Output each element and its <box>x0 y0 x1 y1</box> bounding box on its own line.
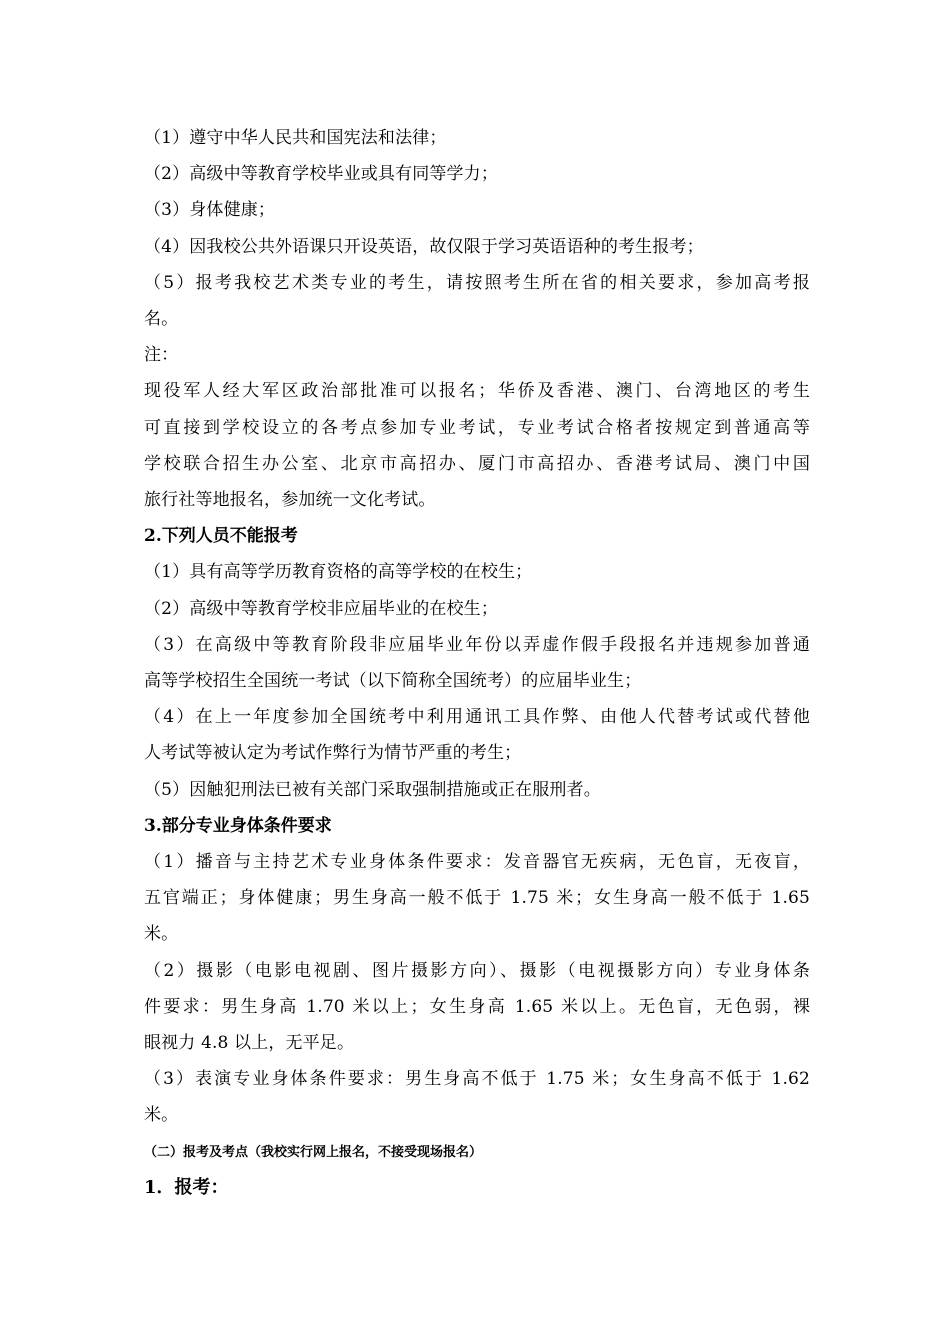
condition-1: （1）遵守中华人民共和国宪法和法律； <box>144 128 447 148</box>
note-line-2: 可直接到学校设立的各考点参加专业考试，专业考试合格者按规定到普通高等 <box>144 417 810 438</box>
note-line-4: 旅行社等地报名，参加统一文化考试。 <box>144 490 436 511</box>
physical-2-line-3: 眼视力 4.8 以上，无平足。 <box>144 1033 355 1054</box>
condition-3: （3）身体健康； <box>144 200 276 221</box>
ineligible-3-line-1: （3）在高级中等教育阶段非应届毕业年份以弄虚作假手段报名并违规参加普通 <box>144 634 810 655</box>
physical-2-line-1: （2）摄影（电影电视剧、图片摄影方向）、摄影（电视摄影方向）专业身体条 <box>144 960 810 981</box>
physical-3-line-2: 米。 <box>144 1105 179 1126</box>
note-line-1: 现役军人经大军区政治部批准可以报名；华侨及香港、澳门、台湾地区的考生 <box>144 381 810 402</box>
condition-5-line-2: 名。 <box>144 309 179 330</box>
section-heading-physical: 3.部分专业身体条件要求 <box>144 815 332 836</box>
condition-2: （2）高级中等教育学校毕业或具有同等学力； <box>144 164 498 185</box>
ineligible-4-line-1: （4）在上一年度参加全国统考中利用通讯工具作弊、由他人代替考试或代替他 <box>144 707 810 728</box>
condition-4: （4）因我校公共外语课只开设英语，故仅限于学习英语语种的考生报考； <box>144 236 704 257</box>
physical-1-line-2: 五官端正；身体健康；男生身高一般不低于 1.75 米；女生身高一般不低于 1.65 <box>144 888 810 909</box>
section-heading-ineligible: 2.下列人员不能报考 <box>144 526 298 547</box>
physical-1-line-3: 米。 <box>144 924 179 945</box>
physical-3-line-1: （3）表演专业身体条件要求：男生身高不低于 1.75 米；女生身高不低于 1.62 <box>144 1069 810 1090</box>
ineligible-3-line-2: 高等学校招生全国统一考试（以下简称全国统考）的应届毕业生； <box>144 671 642 692</box>
note-line-3: 学校联合招生办公室、北京市高招办、厦门市高招办、香港考试局、澳门中国 <box>144 453 810 474</box>
section-heading-registration: （二）报考及考点（我校实行网上报名，不接受现场报名） <box>144 1144 483 1160</box>
ineligible-1: （1）具有高等学历教育资格的高等学校的在校生； <box>144 562 533 583</box>
ineligible-5: （5）因触犯刑法已被有关部门采取强制措施或正在服刑者。 <box>144 779 601 800</box>
physical-1-line-1: （1）播音与主持艺术专业身体条件要求：发音器官无疾病，无色盲，无夜盲， <box>144 852 810 873</box>
note-label: 注： <box>144 345 179 366</box>
document-page <box>144 120 810 1208</box>
ineligible-2: （2）高级中等教育学校非应届毕业的在校生； <box>144 598 498 619</box>
physical-2-line-2: 件要求：男生身高 1.70 米以上；女生身高 1.65 米以上。无色盲，无色弱，裸 <box>144 996 810 1017</box>
condition-5-line-1: （5）报考我校艺术类专业的考生，请按照考生所在省的相关要求，参加高考报 <box>144 272 810 293</box>
subheading-registration: 1．报考： <box>144 1176 229 1198</box>
ineligible-4-line-2: 人考试等被认定为考试作弊行为情节严重的考生； <box>144 743 522 764</box>
